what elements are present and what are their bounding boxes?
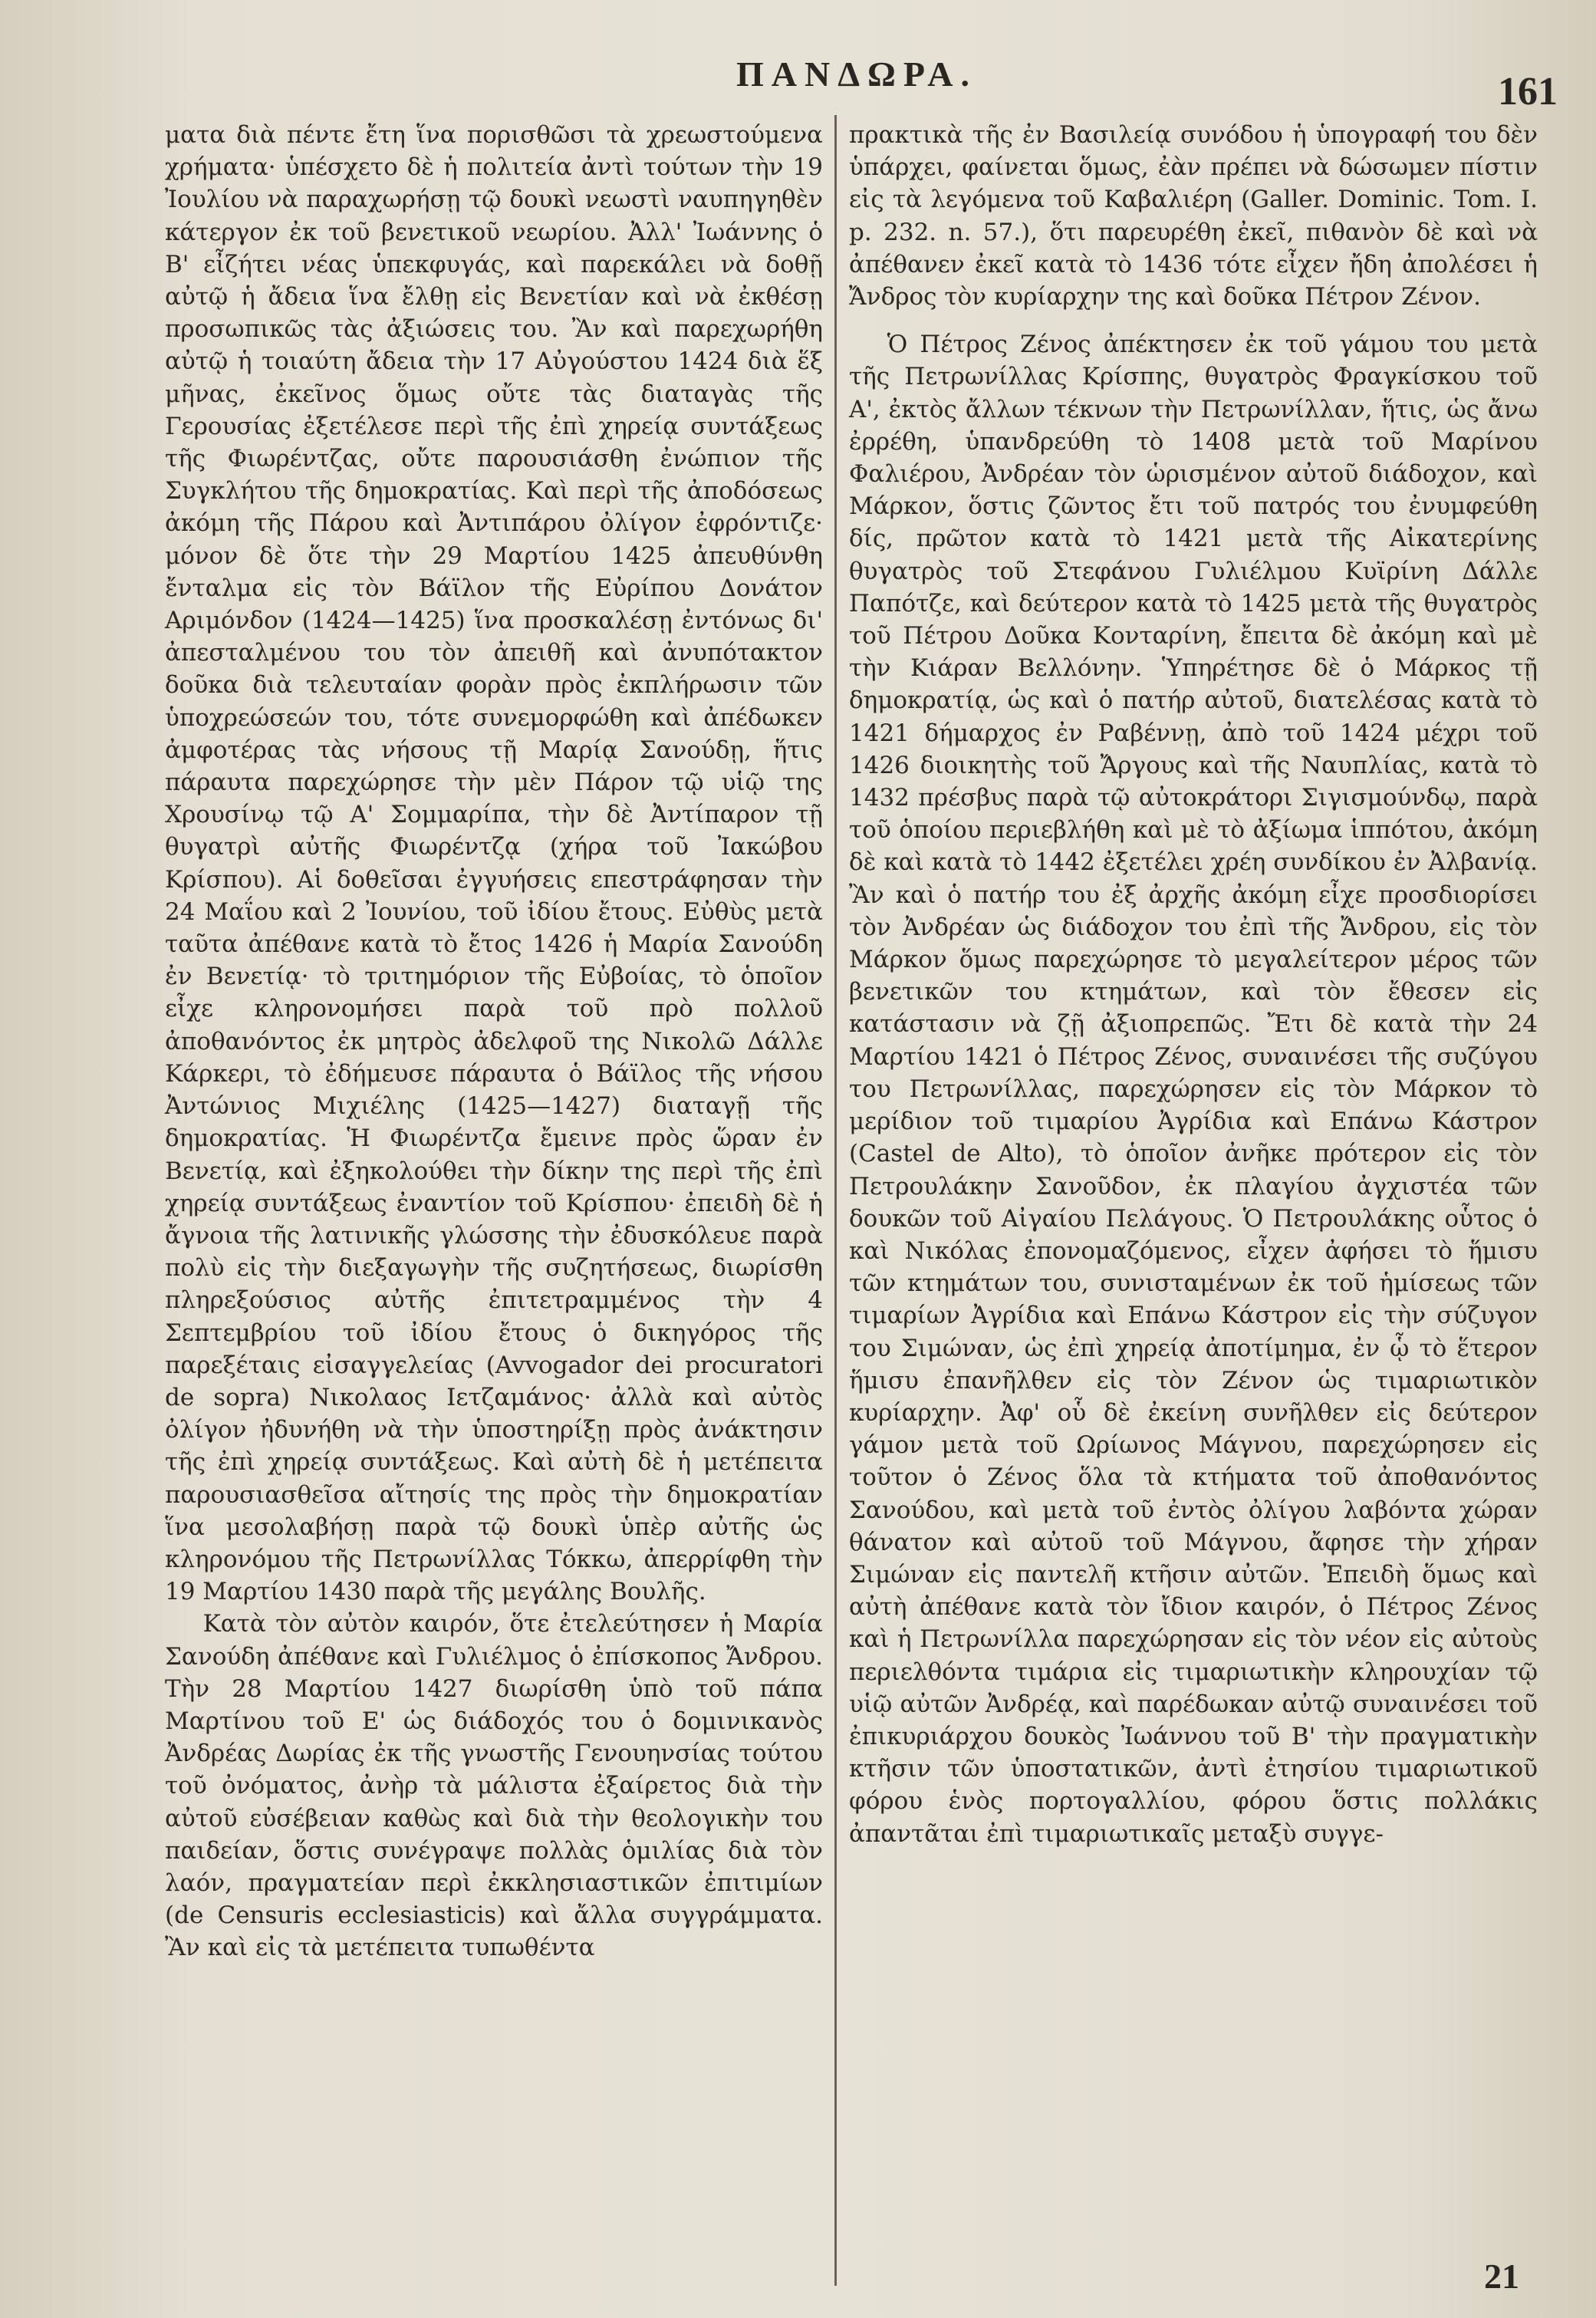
left-paragraph-1: ματα διὰ πέντε ἔτη ἵνα πορισθῶσι τὰ χρεωστούμενα χρήματα· ὑπέσχετο δὲ ἡ πολιτεία ἀντὶ τούτων τὴν 19 Ἰουλίου νὰ παραχωρήσῃ τῷ δουκὶ νεωστὶ ναυπηγηθὲν κάτεργον ἐκ τοῦ βενετικοῦ νεωρίου. Ἀλλ' Ἰωάννης ὁ Β' εἶζήτει νέας ὑπεκφυγάς, καὶ παρεκάλει νὰ δοθῇ αὐτῷ ἡ ἄδεια ἵνα ἔλθῃ εἰς Βενετίαν καὶ νὰ ἐκθέσῃ προσωπικῶς τὰς ἀξιώσεις του. Ἂν καὶ παρεχωρήθη αὐτῷ ἡ τοιαύτη ἄδεια τὴν 17 Αὐγούστου 1424 διὰ ἕξ μῆνας, ἐκεῖνος ὅμως οὔτε τὰς διαταγὰς τῆς Γερουσίας ἐξετέλεσε περὶ τῆς ἐπὶ χηρείᾳ συντάξεως τῆς Φιωρέντζας, οὔτε παρουσιάσθη ἐνώπιον τῆς Συγκλήτου τῆς δημοκρατίας. Καὶ περὶ τῆς ἀποδόσεως ἀκόμη τῆς Πάρου καὶ Ἀντιπάρου ὀλίγον ἐφρόντιζε· μόνον δὲ ὅτε τὴν 29 Μαρτίου 1425 ἀπευθύνθη ἔνταλμα εἰς τὸν Βάϊλον τῆς Εὐρίπου Δονάτον Αριμόνδον (1424—1425) ἵνα προσκαλέσῃ ἐντόνως δι' ἀπεσταλμένου του τὸν ἀπειθῆ καὶ ἀνυπότακτον δοῦκα διὰ τελευταίαν φορὰν πρὸς ἐκπλήρωσιν τῶν ὑποχρεώσεών του, τότε συνεμορφώθη καὶ ἀπέδωκεν ἀμφοτέρας τὰς νήσους τῇ Μαρίᾳ Σανούδῃ, ἥτις πάραυτα παρεχώρησε τὴν μὲν Πάρον τῷ υἱῷ της Χρουσίνῳ τῷ Α' Σομμαρίπα, τὴν δὲ Ἀντίπαρον τῇ θυγατρὶ αὐτῆς Φιωρέντζᾳ (χήρα τοῦ Ἰακώβου Κρίσπου). Αἱ δοθεῖσαι ἐγγυήσεις επεστράφησαν τὴν 24 Μαΐου καὶ 2 Ἰουνίου, τοῦ ἰδίου ἔτους. Εὐθὺς μετὰ ταῦτα ἀπέθανε κατὰ τὸ ἔτος 1426 ἡ Μαρία Σανούδη ἐν Βενετίᾳ· τὸ τριτημόριον τῆς Εὐβοίας, τὸ ὁποῖον εἶχε κληρονομήσει παρὰ τοῦ πρὸ πολλοῦ ἀποθανόντος ἐκ μητρὸς ἀδελφοῦ της Νικολῶ Δάλλε Κάρκερι, τὸ ἐδήμευσε πάραυτα ὁ Βάϊλος τῆς νήσου Ἀντώνιος Μιχιέλης (1425—1427) διαταγῇ τῆς δημοκρατίας. Ἡ Φιωρέντζα ἔμεινε πρὸς ὥραν ἐν Βενετίᾳ, καὶ ἐξηκολούθει τὴν δίκην της περὶ τῆς ἐπὶ χηρείᾳ συντάξεως ἐναντίον τοῦ Κρίσπου· ἐπειδὴ δὲ ἡ ἄγνοια τῆς λατινικῆς γλώσσης τὴν ἐδυσκόλευε παρὰ πολὺ εἰς τὴν διεξαγωγὴν τῆς συζητήσεως, διωρίσθη πληρεξούσιος αὐτῆς ἐπιτετραμμένος τὴν 4 Σεπτεμβρίου τοῦ ἰδίου ἔτους ὁ δικηγόρος τῆς παρεξέταις εἰσαγγελείας (Avvogador dei procuratori de sopra) Νικολαος Ιετζαμάνος· ἀλλὰ καὶ αὐτὸς ὀλίγον ἠδυνήθη νὰ τὴν ὑποστηρίξῃ πρὸς ἀνάκτησιν τῆς ἐπὶ χηρείᾳ συντάξεως. Καὶ αὐτὴ δὲ ἡ μετέπειτα παρουσιασθεῖσα αἴτησίς της πρὸς τὴν δημοκρατίαν ἵνα μεσολαβήσῃ παρὰ τῷ δουκὶ ὑπὲρ αὐτῆς ὡς κληρονόμου τῆς Πετρωνίλλας Τόκκω, ἀπερρίφθη τὴν 19 Μαρτίου 1430 παρὰ τῆς μεγάλης Βουλῆς. — [165, 121, 823, 1606]
signature-mark: 21 — [1484, 2257, 1519, 2296]
right-column — [849, 119, 1538, 1850]
running-head: ΠΑΝΔΩΡΑ. — [736, 54, 977, 94]
right-paragraph-2: Ὁ Πέτρος Ζένος ἀπέκτησεν ἐκ τοῦ γάμου του μετὰ τῆς Πετρωνίλλας Κρίσπης, θυγατρὸς Φραγκίσκου τοῦ Α', ἐκτὸς ἄλλων τέκνων τὴν Πετρωνίλλαν, ἥτις, ὡς ἄνω ἐρρέθη, ὑπανδρεύθη τὸ 1408 μετὰ τοῦ Μαρίνου Φαλιέρου, Ἀνδρέαν τὸν ὡρισμένον αὐτοῦ διάδοχον, καὶ Μάρκον, ὅστις ζῶντος ἔτι τοῦ πατρός του ἐνυμφεύθη δίς, πρῶτον κατὰ τὸ 1421 μετὰ τῆς Αἰκατερίνης θυγατρὸς τοῦ Στεφάνου Γυλιέλμου Κυϊρίνη Δάλλε Παπότζε, καὶ δεύτερον κατὰ τὸ 1425 μετὰ τῆς θυγατρὸς τοῦ Πέτρου Δοῦκα Κονταρίνη, ἔπειτα δὲ ἀκόμη καὶ μὲ τὴν Κιάραν Βελλόνην. Ὑπηρέτησε δὲ ὁ Μάρκος τῇ δημοκρατίᾳ, ὡς καὶ ὁ πατήρ αὐτοῦ, διατελέσας κατὰ τὸ 1421 δήμαρχος ἐν Ραβέννῃ, ἀπὸ τοῦ 1424 μέχρι τοῦ 1426 διοικητὴς τοῦ Ἄργους καὶ τῆς Ναυπλίας, κατὰ τὸ 1432 πρέσβυς παρὰ τῷ αὐτοκράτορι Σιγισμούνδῳ, παρὰ τοῦ ὁποίου περιεβλήθη καὶ μὲ τὸ ἀξίωμα ἱππότου, ἀκόμη δὲ καὶ κατὰ τὸ 1442 ἐξετέλει χρέη συνδίκου ἐν Ἀλβανίᾳ. Ἂν καὶ ὁ πατήρ του ἐξ ἀρχῆς ἀκόμη εἶχε προσδιορίσει τὸν Ἀνδρέαν ὡς διάδοχον του ἐπὶ τῆς Ἄνδρου, εἰς τὸν Μάρκον ὅμως παρεχώρησε τὸ μεγαλείτερον μέρος τῶν βενετικῶν του κτημάτων, καὶ τὸν ἔθεσεν εἰς κατάστασιν νὰ ζῇ ἀξιοπρεπῶς. Ἔτι δὲ κατὰ τὴν 24 Μαρτίου 1421 ὁ Πέτρος Ζένος, συναινέσει τῆς συζύγου του Πετρωνίλλας, παρεχώρησεν εἰς τὸν Μάρκον τὸ μερίδιον τοῦ τιμαρίου Ἀγρίδια καὶ Επάνω Κάστρον (Castel de Alto), τὸ ὁποῖον ἀνῆκε πρότερον εἰς τὸν Πετρουλάκην Σανοῦδον, ἐκ πλαγίου ἀγχιστέα τῶν δουκῶν τοῦ Αἰγαίου Πελάγους. Ὁ Πετρουλάκης οὗτος ὁ καὶ Νικόλας ἐπονομαζόμενος, εἶχεν ἀφήσει τὸ ἥμισυ τῶν κτημάτων του, συνισταμένων ἐκ τοῦ ἡμίσεως τῶν τιμαρίων Ἀγρίδια καὶ Επάνω Κάστρον εἰς τὴν σύζυγον του Σιμώναν, ὡς ἐπὶ χηρείᾳ ἀποτίμημα, ἐν ᾧ τὸ ἕτερον ἥμισυ ἐπανῆλθεν εἰς τὸν Ζένον ὡς τιμαριωτικὸν κυρίαρχην. Ἀφ' οὗ δὲ ἐκείνη συνῆλθεν εἰς δεύτερον γάμον μετὰ τοῦ Ωρίωνος Μάγνου, παρεχώρησεν εἰς τοῦτον ὁ Ζένος ὅλα τὰ κτήματα τοῦ ἀποθανόντος Σανούδου, καὶ μετὰ τοῦ ἐντὸς ὀλίγου λαβόντα χώραν θάνατον καὶ αὐτοῦ τοῦ Μάγνου, ἄφησε τὴν χήραν Σιμώναν εἰς παντελῆ κτῆσιν αὐτῶν. Ἐπειδὴ ὅμως καὶ αὐτὴ ἀπέθανε κατὰ τὸν ἴδιον καιρόν, ὁ Πέτρος Ζένος καὶ ἡ Πετρωνίλλα παρεχώρησαν εἰς τὸν νέον εἰς αὐτοὺς περιελθόντα τιμάρια εἰς τιμαριωτικὴν κληρουχίαν τῷ υἱῷ αὐτῶν Ἀνδρέᾳ, καὶ παρέδωκαν αὐτῷ συναινέσει τοῦ ἐπικυριάρχου δουκὸς Ἰωάννου τοῦ Β' τὴν πραγματικὴν κτῆσιν τῶν ὑποστατικῶν, ἀντὶ ἐτησίου τιμαριωτικοῦ φόρου ἑνὸς πορτογαλλίου, φόρου ὅστις πολλάκις ἀπαντᾶται ἐπὶ τιμαριωτικαῖς μεταξὺ συγγε- — [849, 331, 1538, 1848]
left-paragraph-2: Κατὰ τὸν αὐτὸν καιρόν, ὅτε ἐτελεύτησεν ἡ Μαρία Σανούδη ἀπέθανε καὶ Γυλιέλμος ὁ ἐπίσκοπος Ἄνδρου. Τὴν 28 Μαρτίου 1427 διωρίσθη ὑπὸ τοῦ πάπα Μαρτίνου τοῦ Ε' ὡς διάδοχός του ὁ δομινικανὸς Ἀνδρέας Δωρίας ἐκ τῆς γνωστῆς Γενουηνσίας τούτου τοῦ ὀνόματος, ἀνὴρ τὰ μάλιστα ἐξαίρετος διὰ τὴν αὐτοῦ εὐσέβειαν καθὼς καὶ διὰ τὴν θεολογικὴν του παιδείαν, ὅστις συνέγραψε πολλὰς ὁμιλίας διὰ τὸν λαόν, πραγματείαν περὶ ἐκκλησιαστικῶν ἐπιτιμίων (de Censuris ecclesiasticis) καὶ ἄλλα συγγράμματα. Ἂν καὶ εἰς τὰ μετέπειτα τυπωθέντα — [165, 1610, 823, 1962]
page-number: 161 — [1498, 70, 1558, 114]
column-divider — [834, 115, 837, 2286]
left-column — [165, 119, 823, 1964]
right-paragraph-1: πρακτικὰ τῆς ἐν Βασιλείᾳ συνόδου ἡ ὑπογραφή του δὲν ὑπάρχει, φαίνεται ὅμως, ἐὰν πρέπει νὰ δώσωμεν πίστιν εἰς τὰ λεγόμενα τοῦ Καβαλιέρη (Galler. Dominic. Tom. I. p. 232. n. 57.), ὅτι παρευρέθη ἐκεῖ, πιθανὸν δὲ καὶ νὰ ἀπέθανεν ἐκεῖ κατὰ τὸ 1436 τότε εἶχεν ἤδη ἀπολέσει ἡ Ἄνδρος τὸν κυρίαρχην της καὶ δοῦκα Πέτρον Ζένον. — [849, 121, 1538, 311]
